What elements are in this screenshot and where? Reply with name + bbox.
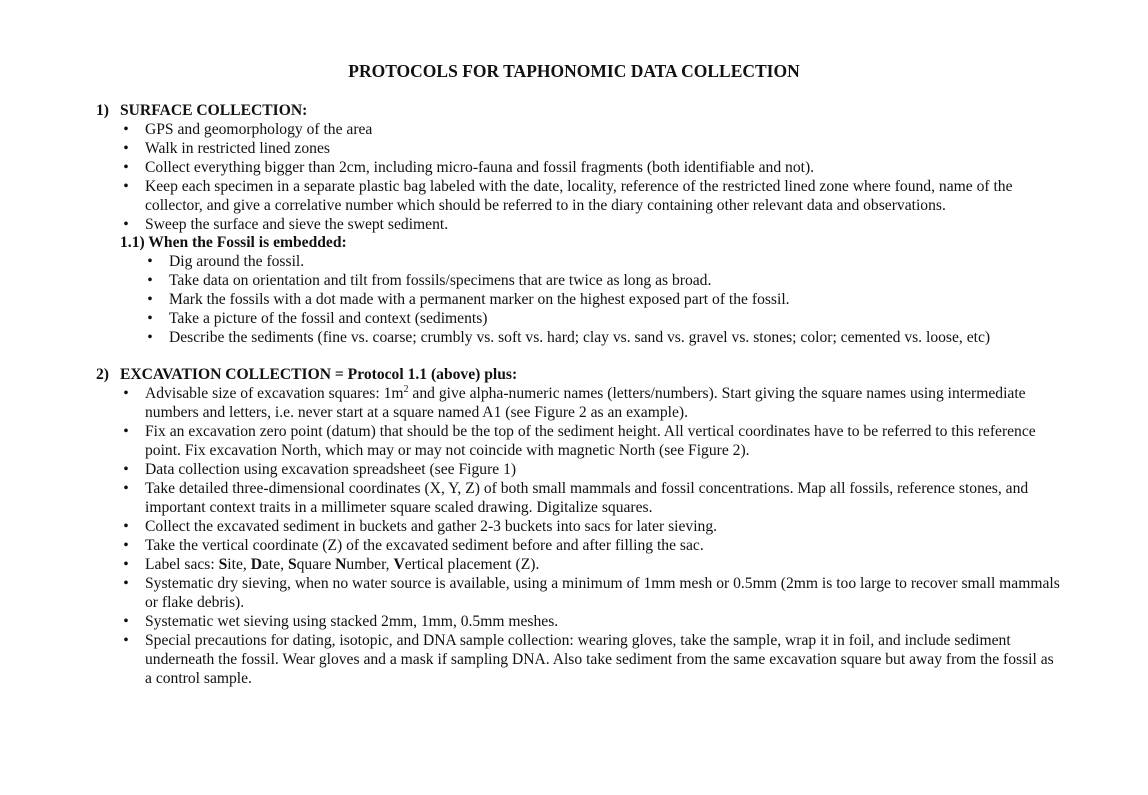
- subsection-1-1-heading: 1.1) When the Fossil is embedded:: [120, 234, 347, 251]
- list-item: • Systematic wet sieving using stacked 2mm, 1mm, 0.5mm meshes.: [120, 612, 1060, 631]
- superscript: 2: [403, 383, 409, 395]
- label-text: ate,: [261, 556, 288, 573]
- label-prefix: Label sacs:: [145, 556, 219, 573]
- section-2-title: EXCAVATION COLLECTION = Protocol 1.1 (above) plus:: [120, 366, 518, 383]
- bold-initial: S: [287, 556, 297, 573]
- section-2-number: 2): [96, 366, 109, 383]
- section-1-number: 1): [96, 102, 109, 119]
- surface-collection-list: [120, 120, 1050, 234]
- section-2-heading: [96, 365, 517, 384]
- section-1-heading: [96, 101, 307, 120]
- list-item: • Data collection using excavation spreadsheet (see Figure 1): [120, 460, 1060, 479]
- list-item: • Take detailed three-dimensional coordinates (X, Y, Z) of both small mammals and fossil concentrations. Map all fossils, reference stones, and important context traits in a millimeter square scaled drawing. Digitalize squares.: [120, 479, 1060, 517]
- bold-initial: V: [393, 556, 405, 573]
- list-item: [120, 555, 1060, 574]
- list-item: • Special precautions for dating, isotopic, and DNA sample collection: wearing gloves, take the sample, wrap it in foil, and include sediment underneath the fossil. Wear gloves and a mask if sampling DNA. Also take sediment from the same excavation square but away from the fossil as a control sample.: [120, 631, 1060, 688]
- list-item: • Keep each specimen in a separate plastic bag labeled with the date, locality, reference of the restricted lined zone where found, name of the collector, and give a correlative number which should be referred to in the diary containing other relevant data and observations.: [120, 177, 1050, 215]
- list-item: • Take the vertical coordinate (Z) of the excavated sediment before and after filling the sac.: [120, 536, 1060, 555]
- list-item: • Describe the sediments (fine vs. coarse; crumbly vs. soft vs. hard; clay vs. sand vs. gravel vs. stones; color; cemented vs. loose, etc): [144, 328, 1054, 347]
- list-item: [120, 384, 1060, 422]
- size-text-end: and give alpha-numeric names (letters/numbers). Start giving the square names using intermediate numbers and letters, i.e. never start at a square named A1 (see Figure 2 as an example).: [145, 385, 1026, 421]
- section-1-title: SURFACE COLLECTION:: [120, 102, 308, 119]
- embedded-fossil-list: [144, 252, 1054, 347]
- list-item: • Walk in restricted lined zones: [120, 139, 1050, 158]
- excavation-collection-list: [120, 384, 1060, 688]
- list-item: • Systematic dry sieving, when no water source is available, using a minimum of 1mm mesh or 0.5mm (2mm is too large to recover small mammals or flake debris).: [120, 574, 1060, 612]
- label-text: quare: [296, 556, 336, 573]
- label-text: umber,: [346, 556, 394, 573]
- bold-initial: D: [250, 556, 262, 573]
- label-text: ite,: [227, 556, 251, 573]
- bold-initial: N: [335, 556, 347, 573]
- list-item: • Dig around the fossil.: [144, 252, 1054, 271]
- list-item: • Mark the fossils with a dot made with a permanent marker on the highest exposed part of the fossil.: [144, 290, 1054, 309]
- list-item: • Collect the excavated sediment in buckets and gather 2-3 buckets into sacs for later sieving.: [120, 517, 1060, 536]
- list-item: • Take data on orientation and tilt from fossils/specimens that are twice as long as broad.: [144, 271, 1054, 290]
- list-item: • Fix an excavation zero point (datum) that should be the top of the sediment height. All vertical coordinates have to be referred to this reference point. Fix excavation North, which may or may not coincide with magnetic North (see Figure 2).: [120, 422, 1060, 460]
- list-item: • GPS and geomorphology of the area: [120, 120, 1050, 139]
- bold-initial: S: [218, 556, 228, 573]
- label-text: ertical placement (Z).: [404, 556, 540, 573]
- page-title: PROTOCOLS FOR TAPHONOMIC DATA COLLECTION: [348, 61, 800, 81]
- list-item: • Collect everything bigger than 2cm, including micro-fauna and fossil fragments (both identifiable and not).: [120, 158, 1050, 177]
- size-text-start: Advisable size of excavation squares: 1m: [145, 385, 404, 402]
- list-item: • Take a picture of the fossil and context (sediments): [144, 309, 1054, 328]
- list-item: • Sweep the surface and sieve the swept sediment.: [120, 215, 1050, 234]
